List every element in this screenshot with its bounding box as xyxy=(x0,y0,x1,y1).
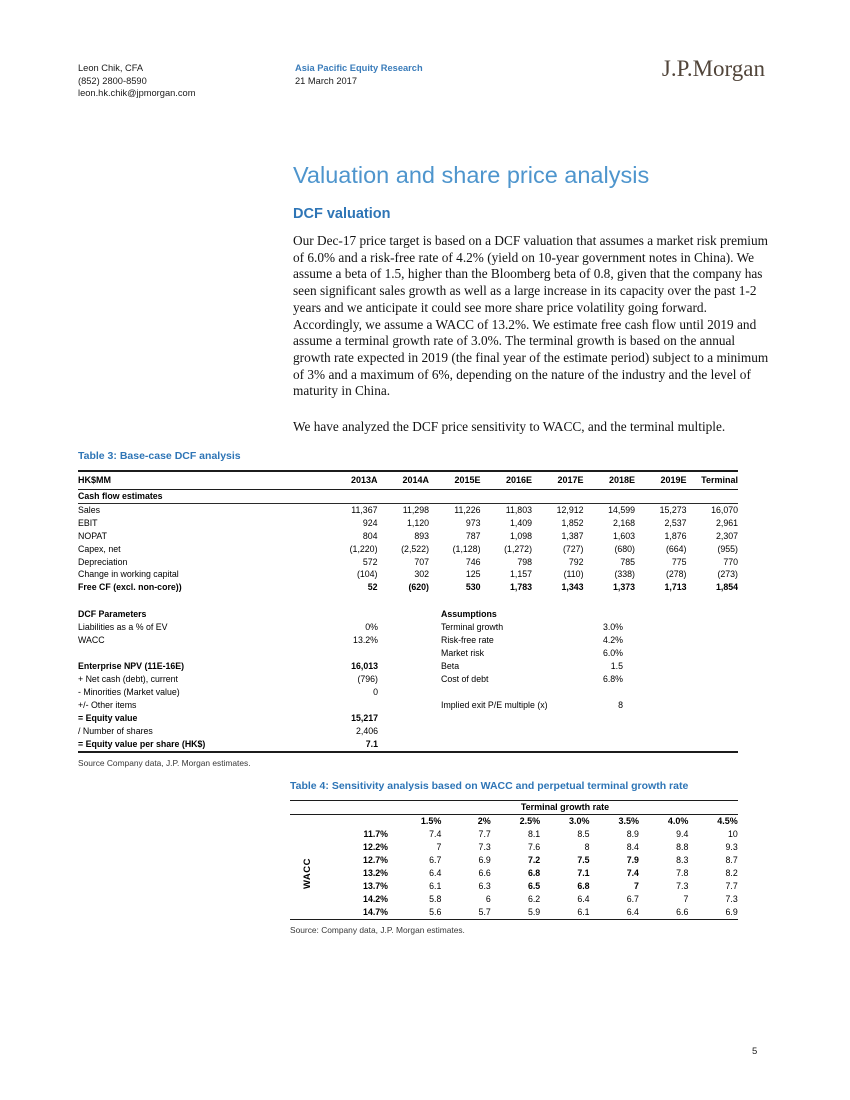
table3-cell: 572 xyxy=(362,556,378,567)
table3-cell: 770 xyxy=(723,556,738,567)
table4-header-row xyxy=(290,815,738,828)
table3-row-label: EBIT xyxy=(78,517,98,528)
table3-cell: 1,373 xyxy=(612,582,635,593)
research-division-block xyxy=(295,62,423,87)
table3-cell: (955) xyxy=(717,543,738,554)
table4-column-header: 3.0% xyxy=(569,816,590,826)
table4-cell: 5.9 xyxy=(527,907,541,917)
table4-cell: 8.1 xyxy=(527,829,541,839)
dcf-gap xyxy=(378,634,441,647)
jpmorgan-logo: J.P.Morgan xyxy=(661,56,765,81)
table4-cell: 7 xyxy=(634,881,639,891)
dcf-right-label: Cost of debt xyxy=(441,674,489,685)
table3-cashflow-rows xyxy=(78,504,738,594)
table3-cell: (680) xyxy=(614,543,635,554)
dcf-gap xyxy=(378,725,441,738)
table4-cell: 7.1 xyxy=(577,868,590,878)
table3-column-header: 2015E xyxy=(454,475,481,485)
analyst-email: leon.hk.chik@jpmorgan.com xyxy=(78,88,196,98)
table3-cell: 125 xyxy=(465,569,481,580)
dcf-right-value xyxy=(593,712,623,725)
table4-column-header: 2.5% xyxy=(519,816,541,826)
table3-cell: 2,168 xyxy=(612,517,635,528)
table3-cell: 11,803 xyxy=(505,504,532,515)
table3-cell: 1,387 xyxy=(561,530,584,541)
table3-cell: 530 xyxy=(465,582,481,593)
table3-column-header: 2014A xyxy=(402,475,429,485)
table3-dcf-row xyxy=(78,686,738,699)
table4-column-header: 2% xyxy=(477,816,491,826)
table4-cell: 8.5 xyxy=(577,829,590,839)
dcf-right-label: Beta xyxy=(441,661,460,672)
dcf-left-value xyxy=(278,608,378,621)
table3-row-label: Change in working capital xyxy=(78,569,179,580)
table3-cell: (110) xyxy=(563,569,584,580)
table3-cell: 1,603 xyxy=(612,530,635,541)
table3-row-label: Capex, net xyxy=(78,543,121,554)
table4-row xyxy=(290,828,738,841)
table4-cell: 10 xyxy=(727,829,738,839)
dcf-right-value xyxy=(593,686,623,699)
table4-cell: 6.8 xyxy=(577,881,590,891)
table4-column-group-row xyxy=(290,801,738,815)
table4-row xyxy=(290,906,738,919)
table4-cell: 6 xyxy=(485,894,491,904)
table3-row xyxy=(78,556,738,569)
dcf-right-value xyxy=(593,608,623,621)
dcf-right-label: Assumptions xyxy=(441,609,497,620)
table3-cell: 1,854 xyxy=(715,582,738,593)
table4-cell: 6.3 xyxy=(478,881,491,891)
dcf-left-label: = Equity value xyxy=(78,713,138,724)
table3-cell: (104) xyxy=(356,569,378,580)
table3-cell: 11,367 xyxy=(351,504,378,515)
table4-cell: 5.8 xyxy=(429,894,442,904)
table3-cell: 11,298 xyxy=(402,504,429,515)
table4-cell: 6.6 xyxy=(676,907,689,917)
table3-column-header: 2017E xyxy=(557,475,584,485)
dcf-left-value xyxy=(278,647,378,660)
table4-sensitivity xyxy=(290,780,738,935)
table4-cell: 8.8 xyxy=(676,842,689,852)
table3-cell: 1,157 xyxy=(509,569,532,580)
dcf-right-value: 6.0% xyxy=(602,648,623,659)
analyst-contact-block xyxy=(78,62,195,100)
table4-cell: 8.3 xyxy=(676,855,689,865)
table3-cell: (664) xyxy=(665,543,687,554)
table3-cell: 1,852 xyxy=(561,517,584,528)
table4-column-header: 4.5% xyxy=(717,816,738,826)
dcf-left-value: 13.2% xyxy=(353,635,378,646)
table4-row xyxy=(290,841,738,854)
table3-dcf-row xyxy=(78,738,738,751)
dcf-left-label: + Net cash (debt), current xyxy=(78,674,178,685)
table3-cell: (273) xyxy=(717,569,738,580)
table4-wacc-label: 14.7% xyxy=(363,907,388,917)
dcf-right-label xyxy=(441,725,593,738)
dcf-left-label: - Minorities (Market value) xyxy=(78,687,180,698)
dcf-right-label: Implied exit P/E multiple (x) xyxy=(441,700,548,711)
table3-cell: 785 xyxy=(620,556,635,567)
table4-cell: 6.1 xyxy=(577,907,590,917)
table3-dcf-analysis xyxy=(78,450,738,768)
dcf-right-value xyxy=(593,725,623,738)
table3-cell: (278) xyxy=(665,569,687,580)
table3-cell: 746 xyxy=(465,556,481,567)
table3-cell: 775 xyxy=(671,556,687,567)
table3-column-header: 2019E xyxy=(660,475,687,485)
table4-cell: 7.4 xyxy=(626,868,639,878)
dcf-right-value: 4.2% xyxy=(602,635,623,646)
section-heading: DCF valuation xyxy=(293,206,391,222)
report-date: 21 March 2017 xyxy=(295,75,358,86)
table3-group-header xyxy=(78,490,738,504)
table4-cell: 7.2 xyxy=(527,855,541,865)
dcf-gap xyxy=(378,699,441,712)
table3-dcf-row xyxy=(78,712,738,725)
dcf-right-value: 3.0% xyxy=(602,622,623,633)
table3-column-header: 2013A xyxy=(350,475,378,485)
table4-row-group-label: WACC xyxy=(302,857,314,889)
dcf-right-value xyxy=(593,738,623,751)
dcf-left-value: 7.1 xyxy=(365,739,378,750)
table3-dcf-row xyxy=(78,725,738,738)
table4-column-header: 1.5% xyxy=(420,816,442,826)
dcf-right-label xyxy=(441,712,593,725)
dcf-left-value: 2,406 xyxy=(355,726,378,737)
table4-row xyxy=(290,854,738,867)
table3-cell: 973 xyxy=(465,517,481,528)
table3-cell: 1,713 xyxy=(664,582,687,593)
table4-cell: 7.4 xyxy=(429,829,442,839)
dcf-left-value: 15,217 xyxy=(351,713,378,724)
table3-column-header: 2016E xyxy=(505,475,532,485)
table4-cell: 8.7 xyxy=(725,855,738,865)
table4-cell: 7 xyxy=(683,894,689,904)
table4-cell: 6.7 xyxy=(626,894,639,904)
table4-wacc-label: 14.2% xyxy=(363,894,388,904)
body-paragraph-2: We have analyzed the DCF price sensitivity to WACC, and the terminal multiple. xyxy=(293,419,726,434)
table4-cell: 6.8 xyxy=(527,868,541,878)
analyst-phone: (852) 2800-8590 xyxy=(78,75,147,86)
table3-group-header-label: Cash flow estimates xyxy=(78,490,163,501)
table3-cell: 2,307 xyxy=(715,530,738,541)
table3-caption: Table 3: Base-case DCF analysis xyxy=(78,450,241,462)
table3-cell: 15,273 xyxy=(659,504,687,515)
dcf-right-value: 1.5 xyxy=(610,661,623,672)
table4-cell: 8.4 xyxy=(626,842,639,852)
table3-cell: 792 xyxy=(568,556,584,567)
table4-cell: 6.9 xyxy=(725,907,738,917)
table4-row xyxy=(290,893,738,906)
dcf-gap xyxy=(378,621,441,634)
table3-cell: 16,070 xyxy=(711,504,738,515)
table4-cell: 7.7 xyxy=(478,829,491,839)
table3-cell: (1,220) xyxy=(349,543,378,554)
table4-column-group-label: Terminal growth rate xyxy=(520,802,610,812)
dcf-left-value: (796) xyxy=(357,674,378,685)
table3-cell: 1,343 xyxy=(561,582,584,593)
table3-dcf-row xyxy=(78,699,738,712)
table3-cell: 1,876 xyxy=(664,530,687,541)
table4-cell: 6.4 xyxy=(626,907,639,917)
table4-cell: 7.8 xyxy=(676,868,689,878)
table4-source: Source: Company data, J.P. Morgan estimates. xyxy=(290,925,465,935)
table3-column-header: Terminal xyxy=(701,475,738,485)
dcf-left-value: 0% xyxy=(365,622,378,633)
table4-cell: 7.5 xyxy=(577,855,590,865)
table4-cell: 7.3 xyxy=(725,894,738,904)
dcf-right-value: 6.8% xyxy=(602,674,623,685)
dcf-left-value: 16,013 xyxy=(351,661,378,672)
table3-row xyxy=(78,568,738,581)
table4-cell: 8 xyxy=(584,842,590,852)
table3-cell: 924 xyxy=(362,517,378,528)
page-number: 5 xyxy=(752,1046,758,1057)
table3-cell: 1,409 xyxy=(509,517,532,528)
table4-cell: 7 xyxy=(436,842,442,852)
table4-cell: 7.6 xyxy=(527,842,541,852)
table3-cell: 1,098 xyxy=(509,530,532,541)
table3-cell: 14,599 xyxy=(608,504,635,515)
table3-row xyxy=(78,543,738,556)
table3-dcf-row xyxy=(78,621,738,634)
table4-cell: 9.3 xyxy=(725,842,738,852)
dcf-right-label: Risk-free rate xyxy=(441,635,494,646)
dcf-left-value: 0 xyxy=(373,687,378,698)
table4-cell: 6.1 xyxy=(429,881,442,891)
page-title: Valuation and share price analysis xyxy=(293,162,650,188)
table3-cell: (1,128) xyxy=(452,543,481,554)
dcf-gap xyxy=(378,647,441,660)
table3-row xyxy=(78,504,738,517)
table3-cell: 52 xyxy=(367,582,378,593)
table4-cell: 8.9 xyxy=(626,829,639,839)
table4-body xyxy=(290,828,738,919)
table4-wacc-label: 13.7% xyxy=(363,881,388,891)
dcf-left-label: Liabilities as a % of EV xyxy=(78,622,168,633)
table3-dcf-row xyxy=(78,673,738,686)
dcf-left-label xyxy=(78,647,278,660)
dcf-gap xyxy=(378,686,441,699)
dcf-right-label xyxy=(441,686,593,699)
table4-column-header: 4.0% xyxy=(667,816,689,826)
table4-wacc-label: 12.7% xyxy=(363,855,388,865)
table4-wacc-label: 12.2% xyxy=(363,842,388,852)
dcf-left-label: WACC xyxy=(78,635,105,646)
table3-cell: 787 xyxy=(465,530,481,541)
dcf-right-label: Market risk xyxy=(441,648,485,659)
table4-header-spacer xyxy=(290,815,392,828)
table4-cell: 7.3 xyxy=(676,881,689,891)
table3-cell: (620) xyxy=(408,582,429,593)
table3-cell: (1,272) xyxy=(504,543,532,554)
research-division: Asia Pacific Equity Research xyxy=(295,63,423,73)
dcf-left-label: = Equity value per share (HK$) xyxy=(78,739,206,750)
table4-wacc-label: 11.7% xyxy=(363,829,388,839)
dcf-gap xyxy=(378,608,441,621)
table4-cell: 7.3 xyxy=(478,842,491,852)
table3-cell: (727) xyxy=(562,543,584,554)
dcf-gap xyxy=(378,712,441,725)
table3-row-label: Depreciation xyxy=(78,556,128,567)
table3-dcf-row xyxy=(78,634,738,647)
table3-row-label: Free CF (excl. non-core)) xyxy=(78,582,182,593)
table3-row-label: NOPAT xyxy=(78,530,107,541)
table3-unit-header: HK$MM xyxy=(78,475,111,485)
table3 xyxy=(78,470,738,753)
dcf-left-value xyxy=(278,699,378,712)
table4-cell: 7.9 xyxy=(626,855,639,865)
table3-cell: 798 xyxy=(517,556,532,567)
table4-cell: 5.7 xyxy=(478,907,491,917)
table3-row xyxy=(78,530,738,543)
table4-cell: 9.4 xyxy=(676,829,689,839)
table3-spacer xyxy=(78,594,738,608)
table3-row xyxy=(78,581,738,594)
dcf-left-label: DCF Parameters xyxy=(78,609,147,620)
dcf-gap xyxy=(378,673,441,686)
table3-dcf-row xyxy=(78,660,738,673)
table3-cell: 2,961 xyxy=(715,517,738,528)
table3-cell: 302 xyxy=(414,569,429,580)
body-paragraph-1: Our Dec-17 price target is based on a DCF valuation that assumes a market risk premium of 6.0% and a risk-free rate of 4.2% (yield on 10-year government notes in China). We assume a beta of 1.5, higher than the Bloomberg beta of 0.8, given that the company has seen significant sales growth as well as a large increase in its capacity over the past 1-2 years and we anticipate it could see more share price volatility going forward. Accordingly, we assume a WACC of 13.2%. We estimate free cash flow until 2019 and assume a terminal growth rate of 3.0%. The terminal growth is based on the annual growth rate expected in 2019 (the final year of the estimate period) subject to a minimum of 3% and a maximum of 6%, depending on the nature of the industry and the level of maturity in China. xyxy=(293,233,769,399)
table4-cell: 6.5 xyxy=(527,881,541,891)
table3-source: Source Company data, J.P. Morgan estimates. xyxy=(78,758,251,769)
table3-cell: 1,120 xyxy=(406,517,429,528)
table4-wacc-label: 13.2% xyxy=(363,868,388,878)
table4 xyxy=(290,800,738,920)
table3-header-row xyxy=(78,472,738,490)
dcf-left-label: +/- Other items xyxy=(78,700,137,711)
table3-dcf-row xyxy=(78,608,738,621)
dcf-right-label xyxy=(441,738,593,751)
table4-cell: 5.6 xyxy=(429,907,442,917)
table3-cell: (2,522) xyxy=(401,543,429,554)
table3-row-label: Sales xyxy=(78,504,101,515)
table4-row xyxy=(290,867,738,880)
table4-cell: 7.7 xyxy=(725,881,738,891)
dcf-right-label: Terminal growth xyxy=(441,622,504,633)
table4-column-header: 3.5% xyxy=(618,816,639,826)
table3-cell: 1,783 xyxy=(509,582,532,593)
table3-dcf-row xyxy=(78,647,738,660)
table3-column-header: 2018E xyxy=(608,475,635,485)
table4-cell: 6.6 xyxy=(478,868,491,878)
table4-cell: 6.2 xyxy=(527,894,541,904)
analyst-name: Leon Chik, CFA xyxy=(78,63,144,73)
dcf-left-label: / Number of shares xyxy=(78,726,153,737)
table4-cell: 6.4 xyxy=(429,868,442,878)
dcf-gap xyxy=(378,660,441,673)
dcf-right-value: 8 xyxy=(618,700,623,711)
table3-cell: 12,912 xyxy=(556,504,584,515)
table3-cell: 2,537 xyxy=(664,517,687,528)
table4-cell: 6.4 xyxy=(577,894,590,904)
table4-row xyxy=(290,880,738,893)
table3-cell: 893 xyxy=(414,530,429,541)
table3-cell: 707 xyxy=(414,556,429,567)
table4-cell: 6.9 xyxy=(478,855,491,865)
table4-caption: Table 4: Sensitivity analysis based on WACC and perpetual terminal growth rate xyxy=(290,780,689,792)
table3-cell: 11,226 xyxy=(454,504,481,515)
table3-cell: (338) xyxy=(614,569,635,580)
table4-cell: 6.7 xyxy=(429,855,442,865)
table3-cell: 804 xyxy=(362,530,378,541)
table4-cell: 8.2 xyxy=(725,868,738,878)
dcf-left-label: Enterprise NPV (11E-16E) xyxy=(78,661,185,672)
table3-row xyxy=(78,517,738,530)
table3-dcf-parameter-rows xyxy=(78,608,738,751)
dcf-gap xyxy=(378,738,441,751)
